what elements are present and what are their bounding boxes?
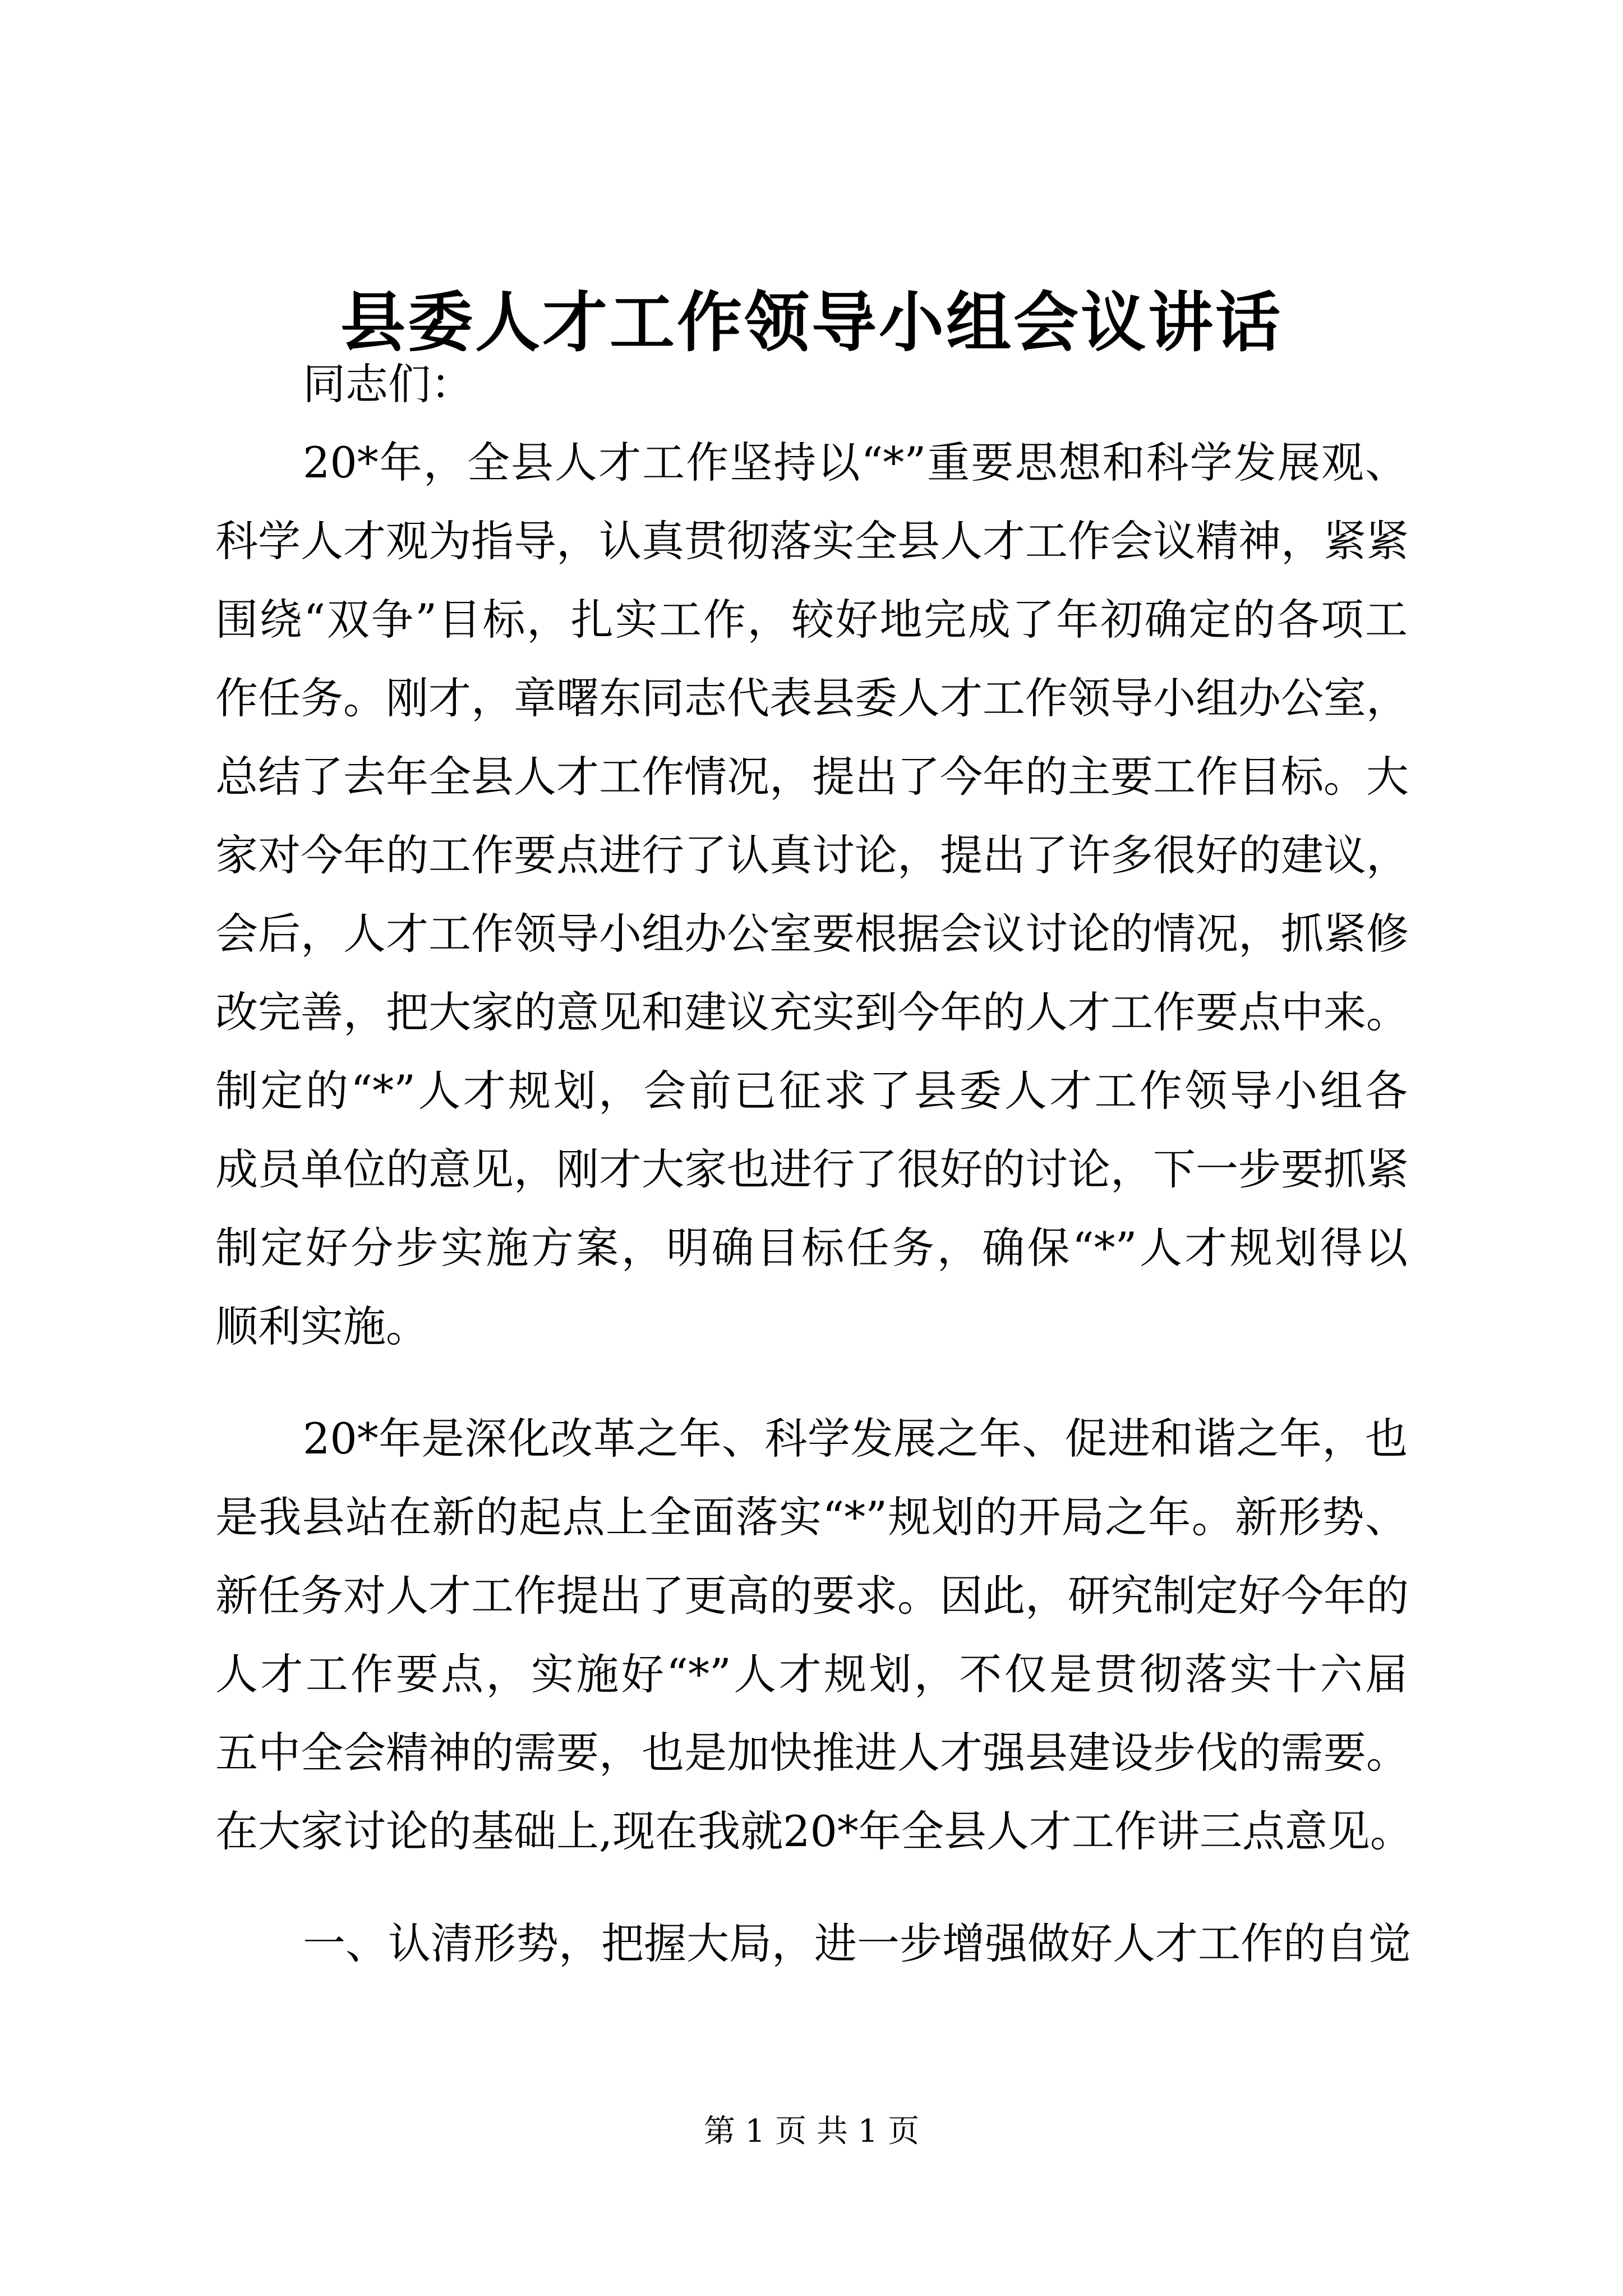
paragraph-line: 五中全会精神的需要，也是加快推进人才强县建设步伐的需要。	[215, 1728, 1409, 1778]
paragraph-line: 制定的“*”人才规划，会前已征求了县委人才工作领导小组各	[215, 1066, 1408, 1116]
paragraph-line: 改完善，把大家的意见和建议充实到今年的人才工作要点中来。	[215, 987, 1409, 1037]
paragraph-line: 人才工作要点，实施好“*”人才规划，不仅是贯彻落实十六届	[215, 1649, 1408, 1699]
paragraph-line: 成员单位的意见，刚才大家也进行了很好的讨论，下一步要抓紧	[215, 1144, 1409, 1194]
paragraph-line: 20*年，全县人才工作坚持以“*”重要思想和科学发展观、	[303, 438, 1408, 487]
paragraph-line: 制定好分步实施方案，明确目标任务，确保“*”人才规划得以	[215, 1223, 1408, 1273]
paragraph-line: 新任务对人才工作提出了更高的要求。因此，研究制定好今年的	[215, 1571, 1409, 1621]
paragraph-line: 科学人才观为指导，认真贯彻落实全县人才工作会议精神，紧紧	[215, 516, 1409, 566]
page-footer: 第 1 页 共 1 页	[703, 2113, 920, 2150]
paragraph-line: 作任务。刚才，章曙东同志代表县委人才工作领导小组办公室，	[215, 673, 1409, 723]
salutation: 同志们：	[303, 359, 473, 409]
section-heading-line: 一、认清形势，把握大局，进一步增强做好人才工作的自觉	[303, 1918, 1411, 1968]
paragraph-line: 围绕“双争”目标，扎实工作，较好地完成了年初确定的各项工	[215, 595, 1408, 645]
page-title: 县委人才工作领导小组会议讲话	[340, 284, 1283, 361]
paragraph-line: 是我县站在新的起点上全面落实“*”规划的开局之年。新形势、	[215, 1492, 1408, 1542]
paragraph-line: 在大家讨论的基础上,现在我就20*年全县人才工作讲三点意见。	[215, 1806, 1413, 1856]
paragraph-line: 总结了去年全县人才工作情况，提出了今年的主要工作目标。大	[215, 752, 1409, 802]
paragraph-line: 会后，人才工作领导小组办公室要根据会议讨论的情况，抓紧修	[215, 909, 1409, 959]
paragraph-line: 家对今年的工作要点进行了认真讨论，提出了许多很好的建议，	[215, 830, 1409, 880]
paragraph-line: 顺利实施。	[215, 1301, 428, 1351]
paragraph-line: 20*年是深化改革之年、科学发展之年、促进和谐之年，也	[303, 1414, 1408, 1464]
